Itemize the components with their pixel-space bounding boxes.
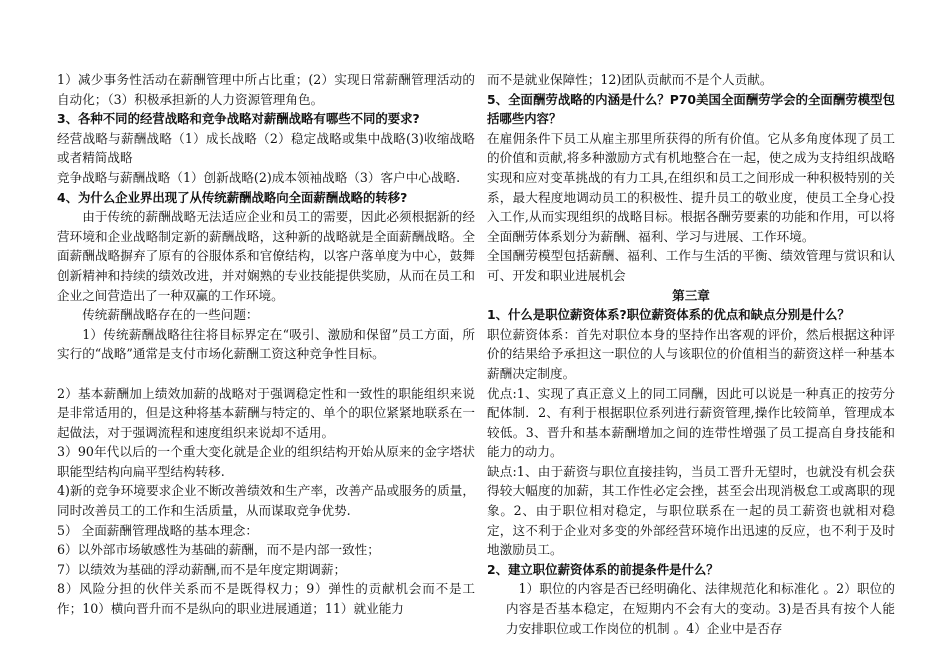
paragraph: 竞争战略与薪酬战略（1）创新战略(2)成本领袖战略（3）客户中心战略. xyxy=(57,169,461,185)
paragraph: 5） 全面薪酬管理战略的基本理念： xyxy=(57,522,258,538)
paragraph: 3）90年代以后的一个重大变化就是企业的组织结构开始从原来的金字塔状 职能型结构向扁平型结构转移. xyxy=(57,444,475,479)
right-column xyxy=(487,70,895,638)
paragraph: 优点:1、实现了真正意义上的同工同酬，因此可以说是一种真正的按劳分配体制．2、有利于根据职位系列进行薪资管理,操作比较简单，管理成本较低。3、晋升和基本薪酬增加之间的连带性增强了员工提高自身技能和能力的动力。 xyxy=(487,385,895,460)
paragraph: 职位薪资体系：首先对职位本身的坚持作出客观的评价，然后根据这种评价的结果给予承担这一职位的人与该职位的价值相当的薪资这样一种基本薪酬决定制度。 xyxy=(487,326,895,381)
paragraph: 4)新的竞争环境要求企业不断改善绩效和生产率，改善产品或服务的质量，同时改善员工的工作和生活质量，从而谋取竞争优势. xyxy=(57,483,475,519)
chapter-title: 第三章 xyxy=(672,287,710,303)
paragraph: 在雇佣条件下员工从雇主那里所获得的所有价值。它从多角度体现了员工的价值和贡献,将多种激励方式有机地整合在一起，使之成为支持组织战略实现和应对变革挑战的有力工具,在组织和员工之间形成一种积极特别的关系，最大程度地调动员工的积极性、提升员工的敬业度，使员工全身心投入工作,从而实现组织的战略目标。根据各酬劳要素的功能和作用，可以将全面酬劳体系划分为薪酬、福利、学习与进展、工作环境。 xyxy=(487,130,895,244)
paragraph: 7）以绩效为基础的浮动薪酬,而不是年度定期调薪； xyxy=(57,561,347,577)
blank-line xyxy=(57,364,475,384)
left-column xyxy=(57,70,475,619)
paragraph: 2）基本薪酬加上绩效加薪的战略对于强调稳定性和一致性的职能组织来说是非常适用的，但是这种将基本薪酬与特定的、单个的职位紧紧地联系在一起做法，对于强调流程和速度组织来说却不适用。 xyxy=(57,385,475,440)
paragraph: 1）减少事务性活动在薪酬管理中所占比重；(2）实现日常薪酬管理活动的自动化；（3）积极承担新的人力资源管理角色。 xyxy=(57,72,475,107)
question-heading: 2、建立职位薪资体系的前提条件是什么？ xyxy=(487,561,719,577)
question-heading: 3、各种不同的经营战略和竞争战略对薪酬战略有哪些不同的要求? xyxy=(57,111,420,127)
paragraph: 1）职位的内容是否已经明确化、法律规范化和标准化 。2）职位的内容是否基本稳定，在短期内不会有大的变动。3)是否具有按个人能力安排职位或工作岗位的机制 。4）企业中是否存 xyxy=(505,581,895,636)
question-heading: 1、什么是职位薪资体系?职位薪资体系的优点和缺点分别是什么？ xyxy=(487,307,850,323)
paragraph: 经营战略与薪酬战略（1）成长战略（2）稳定战略或集中战略(3)收缩战略或者精简战略 xyxy=(57,130,475,166)
paragraph: 缺点:1、由于薪资与职位直接挂钩，当员工晋升无望时，也就没有机会获得较大幅度的加薪，其工作性必定会挫，甚至会出现消极怠工或离职的现象。2、由于职位相对稳定，与职位联系在一起的员工薪资也就相对稳定，这不利于企业对多变的外部经营环境作出迅速的反应，也不利于及时地激励员工。 xyxy=(487,463,895,558)
paragraph: 由于传统的薪酬战略无法适应企业和员工的需要，因此必须根据新的经营环境和企业战略制定新的薪酬战略，这种新的战略就是全面薪酬战略。全面薪酬战略摒弃了原有的谷服体系和官僚结构，以客户落单度为中心，鼓舞创新精神和持续的绩效改进，并对娴熟的专业技能提供奖励，从而在员工和企业之间营造出了一种双赢的工作环境。 xyxy=(57,209,475,303)
paragraph: 全国酬劳模型包括薪酬、福利、工作与生活的平衡、绩效管理与赏识和认可、开发和职业进展机会 xyxy=(487,248,895,283)
paragraph: 而不是就业保障性；12)团队贡献而不是个人贡献。 xyxy=(487,72,773,87)
paragraph: 1）传统薪酬战略往往将目标界定在“吸引、激励和保留”员工方面，所实行的“战略”通常是支付市场化薪酬工资这种竞争性目标。 xyxy=(57,326,475,362)
paragraph: 6）以外部市场敏感性为基础的薪酬，而不是内部一致性； xyxy=(57,542,380,558)
question-heading: 4、为什么企业界出现了从传统薪酬战略向全面薪酬战略的转移? xyxy=(57,189,408,205)
paragraph: 8）风险分担的伙伴关系而不是既得权力；9）弹性的贡献机会而不是工作；10）横向晋升而不是纵向的职业进展通道；11）就业能力 xyxy=(57,581,475,617)
paragraph: 传统薪酬战略存在的一些问题： xyxy=(82,307,259,323)
question-heading: 5、全面酬劳战略的内涵是什么？P70美国全面酬劳学会的全面酬劳模型包括哪些内容？ xyxy=(487,91,895,127)
